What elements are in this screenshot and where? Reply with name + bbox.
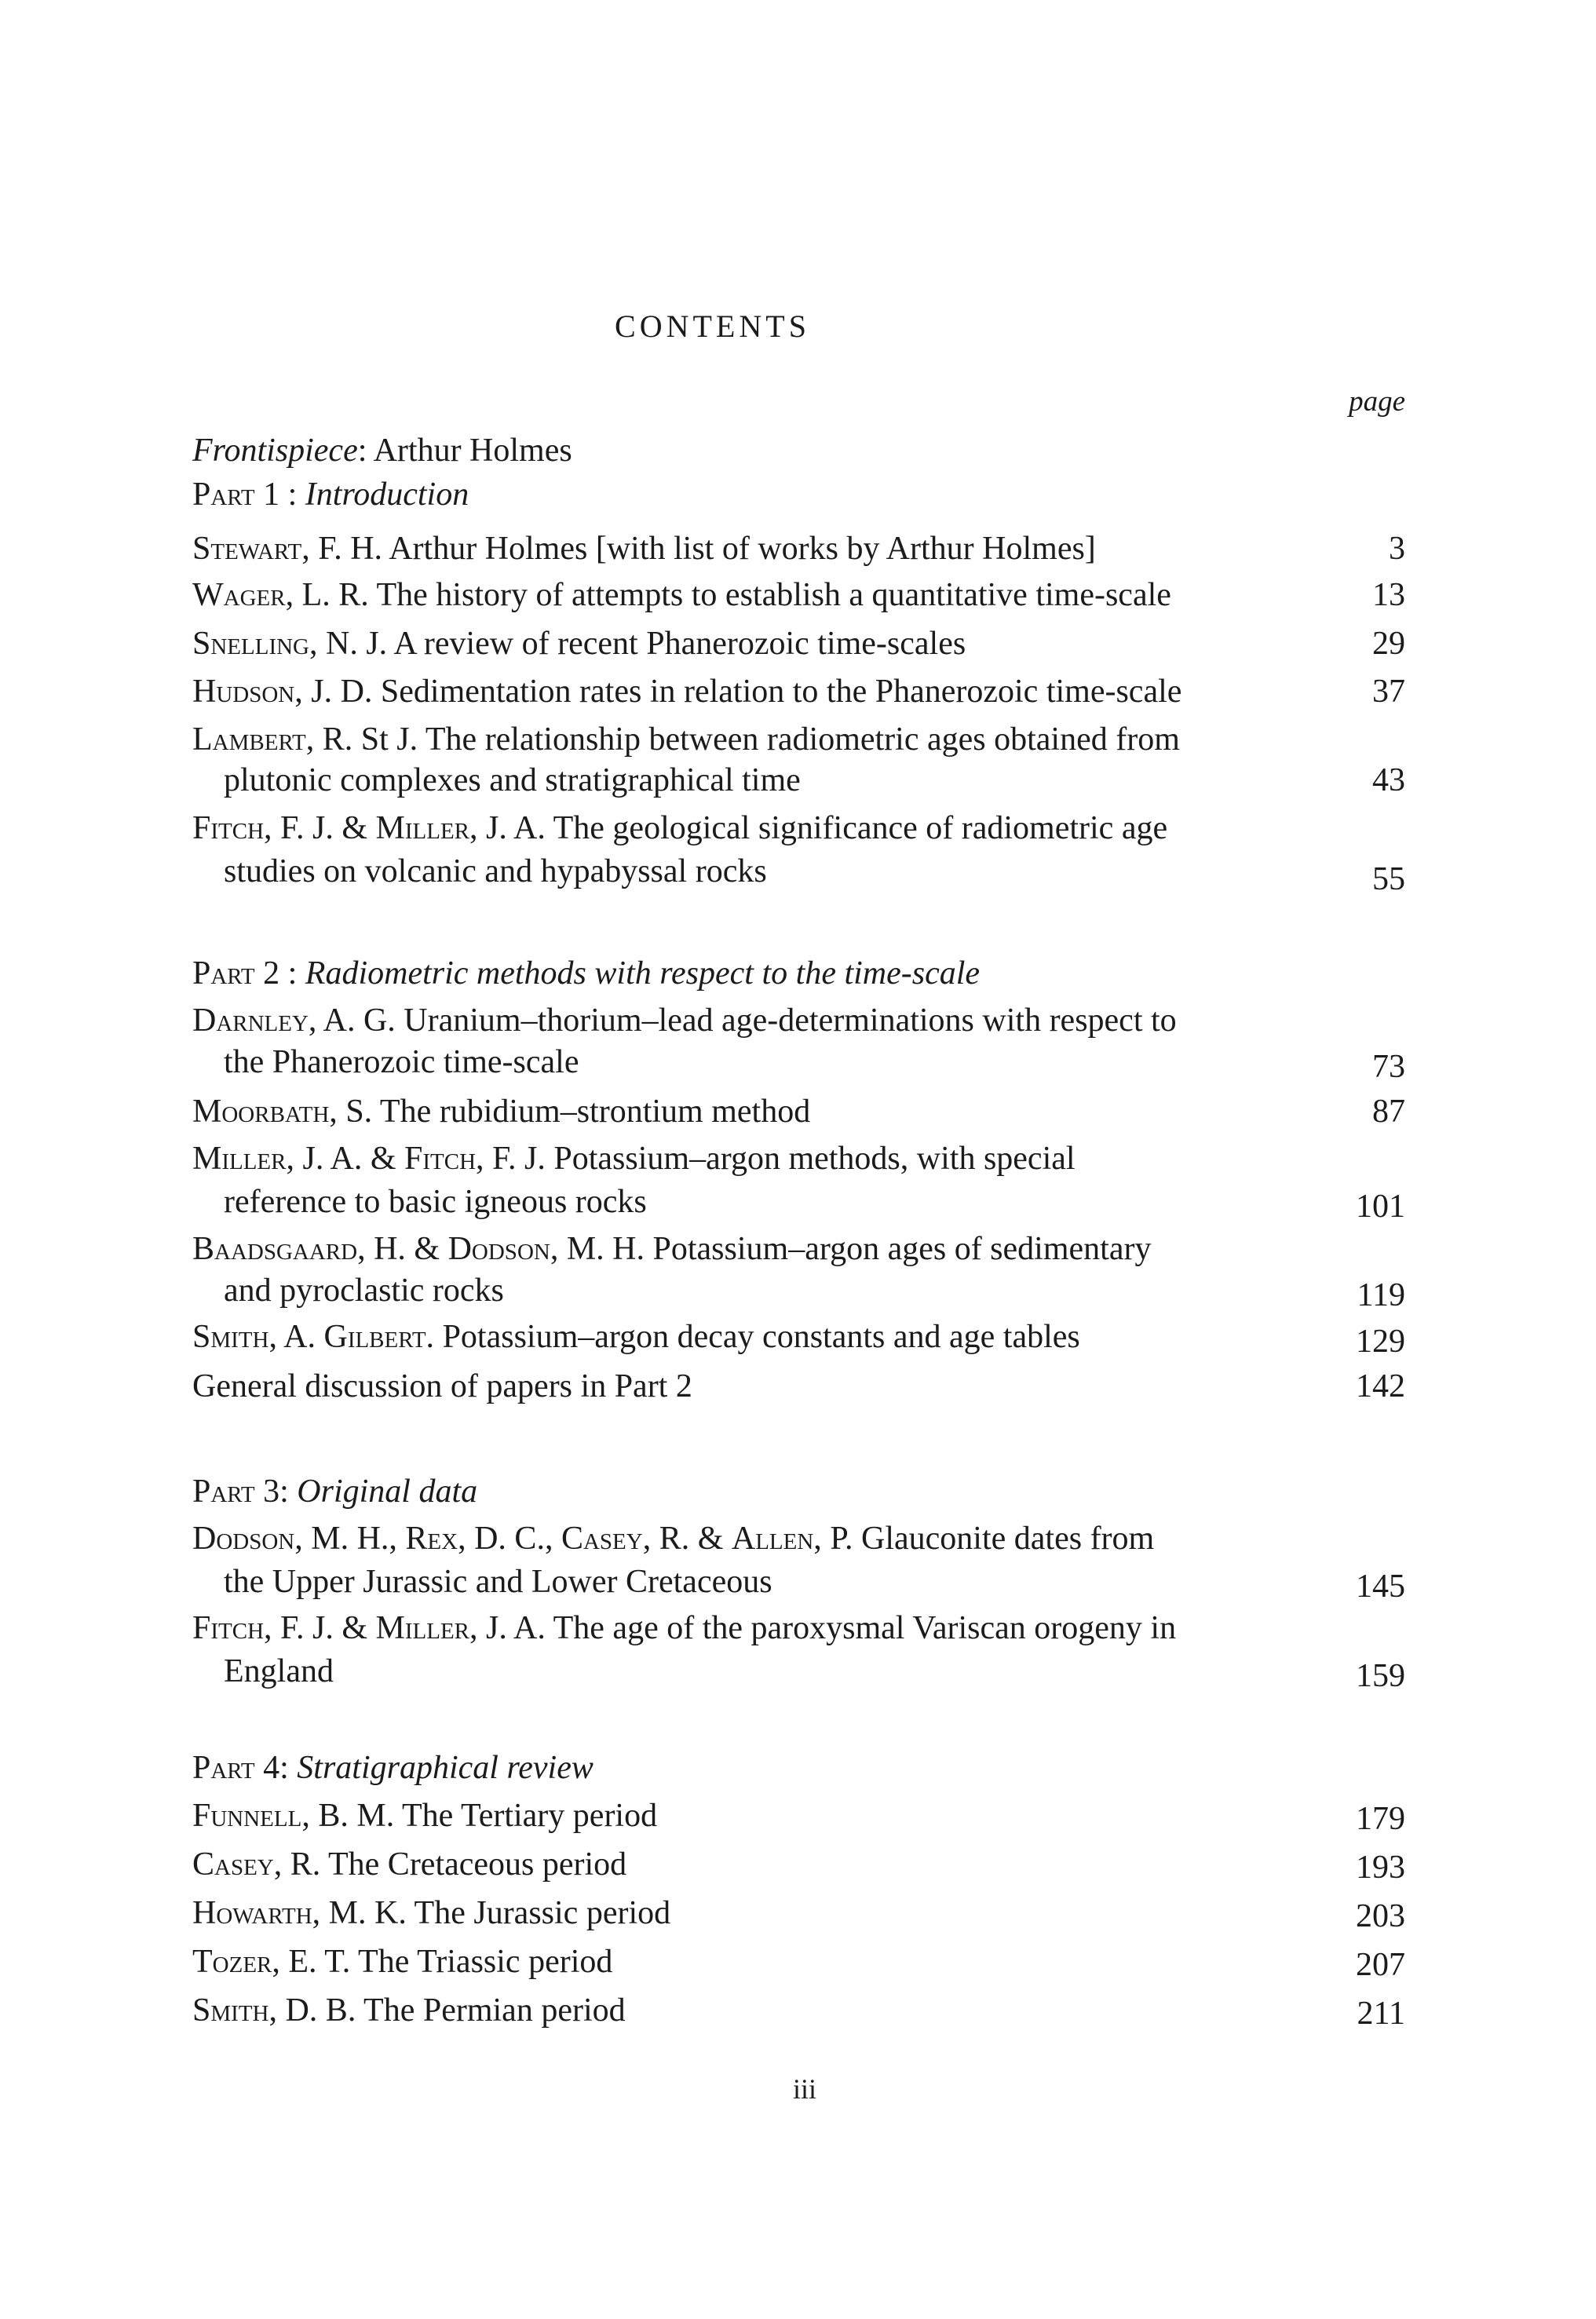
frontispiece-line xyxy=(192,429,1405,473)
entry-text: E. T. The Triassic period xyxy=(279,1944,613,1980)
toc-entry[interactable] xyxy=(192,1940,1405,1984)
entry-text: the Phanerozoic time-scale xyxy=(224,1044,579,1080)
entry-text: studies on volcanic and hypabyssal rocks xyxy=(224,853,767,889)
entry-author: Tozer, xyxy=(192,1944,280,1980)
entry-text: N. J. A review of recent Phanerozoic time-scales xyxy=(317,626,966,662)
entry-text: England xyxy=(224,1653,334,1689)
toc-entry[interactable] xyxy=(192,1988,1405,2032)
toc-entry-continuation xyxy=(224,1560,1405,1604)
entry-author: Dodson, xyxy=(192,1521,303,1557)
entry-text: A. xyxy=(276,1319,324,1355)
entry-text: reference to basic igneous rocks xyxy=(224,1184,647,1220)
entry-page: 101 xyxy=(1356,1189,1405,1225)
toc-entry-continuation xyxy=(224,758,1405,802)
entry-text: R. The Cretaceous period xyxy=(282,1846,627,1883)
entry-author: Casey, xyxy=(561,1521,652,1557)
entry-page: 129 xyxy=(1356,1324,1405,1360)
entry-author: Snelling, xyxy=(192,626,318,662)
entry-author: Fitch, xyxy=(192,1610,272,1646)
entry-text: J. A. The geological significance of radiometric age xyxy=(477,810,1168,846)
part-heading xyxy=(192,1746,1405,1790)
toc-entry-continuation xyxy=(224,1180,1405,1224)
toc-entry-continuation xyxy=(224,1649,1405,1693)
entry-page: 179 xyxy=(1356,1801,1405,1837)
entry-author: Baadsgaard, xyxy=(192,1231,366,1267)
toc-entry[interactable] xyxy=(192,1842,1405,1886)
frontispiece-sep: : xyxy=(357,433,374,469)
part-number: 2 xyxy=(263,955,280,992)
part-sep: : xyxy=(279,1750,298,1786)
toc-entry[interactable] xyxy=(192,806,1405,850)
part-sep: : xyxy=(279,955,305,992)
part-heading xyxy=(192,951,1405,995)
entry-page: 207 xyxy=(1356,1947,1405,1983)
entry-text: L. R. The history of attempts to establish a quantitative time-scale xyxy=(294,577,1171,613)
part-prefix: Part xyxy=(192,1474,255,1510)
entry-author: Moorbath, xyxy=(192,1094,338,1130)
entry-page: 142 xyxy=(1356,1368,1405,1404)
toc-entry[interactable] xyxy=(192,670,1405,714)
entry-page: 145 xyxy=(1356,1569,1405,1605)
part-title: Radiometric methods with respect to the time-scale xyxy=(305,955,981,992)
entry-text: the Upper Jurassic and Lower Cretaceous xyxy=(224,1564,772,1600)
entry-author: Lambert, xyxy=(192,721,315,758)
part-heading xyxy=(192,1470,1405,1514)
part-prefix: Part xyxy=(192,955,255,992)
entry-page: 37 xyxy=(1372,674,1405,710)
toc-entry[interactable] xyxy=(192,1227,1405,1271)
entry-text: F. J. & xyxy=(272,1610,376,1646)
entry-text: Potassium–argon decay constants and age tables xyxy=(434,1319,1080,1355)
entry-text: B. M. The Tertiary period xyxy=(309,1798,658,1834)
toc-entry[interactable] xyxy=(192,622,1405,666)
part-heading xyxy=(192,473,1405,517)
entry-text: J. D. Sedimentation rates in relation to the Phanerozoic time-scale xyxy=(302,674,1182,710)
frontispiece-text: Arthur Holmes xyxy=(373,433,572,469)
frontispiece-label: Frontispiece xyxy=(192,433,358,469)
entry-page: 159 xyxy=(1356,1658,1405,1694)
entry-author: Funnell, xyxy=(192,1798,310,1834)
toc-entry[interactable] xyxy=(192,1090,1405,1134)
entry-text: M. H. Potassium–argon ages of sedimentary xyxy=(558,1231,1152,1267)
entry-page: 193 xyxy=(1356,1850,1405,1886)
entry-page: 211 xyxy=(1357,1996,1405,2032)
entry-author: Smith, xyxy=(192,1992,277,2029)
page-column-label: page xyxy=(1349,385,1405,418)
toc-entry-continuation xyxy=(224,849,1405,897)
entry-author: Gilbert. xyxy=(323,1319,435,1355)
entry-text: A. G. Uranium–thorium–lead age-determinations with respect to xyxy=(316,1002,1177,1039)
part-sep: : xyxy=(279,1474,298,1510)
toc-entry[interactable] xyxy=(192,718,1405,761)
entry-author: Darnley, xyxy=(192,1002,317,1039)
toc-entry[interactable] xyxy=(192,1137,1405,1181)
toc-entry-continuation xyxy=(224,1269,1405,1313)
entry-page: 87 xyxy=(1372,1094,1405,1130)
entry-text: D. C., xyxy=(466,1521,561,1557)
entry-author: Miller, xyxy=(375,810,478,846)
entry-text: S. The rubidium–strontium method xyxy=(337,1094,811,1130)
entry-text: M. H., xyxy=(302,1521,406,1557)
entry-author: Smith, xyxy=(192,1319,277,1355)
toc-entry-continuation xyxy=(224,1040,1405,1084)
entry-author: Casey, xyxy=(192,1846,283,1883)
part-title: Original data xyxy=(297,1474,478,1510)
entry-author: Fitch, xyxy=(404,1141,484,1177)
entry-page: 13 xyxy=(1372,577,1405,613)
toc-entry[interactable] xyxy=(192,573,1405,617)
entry-page: 203 xyxy=(1356,1898,1405,1934)
entry-author: Hudson, xyxy=(192,674,303,710)
toc-entry[interactable] xyxy=(192,1794,1405,1838)
entry-page: 73 xyxy=(1372,1049,1405,1085)
part-sep: : xyxy=(279,477,305,513)
entry-text: J. A. The age of the paroxysmal Variscan orogeny in xyxy=(477,1610,1177,1646)
toc-entry[interactable] xyxy=(192,527,1405,571)
toc-entry[interactable] xyxy=(192,1606,1405,1650)
entry-author: Miller, xyxy=(192,1141,294,1177)
entry-author: Wager, xyxy=(192,577,294,613)
entry-author: Dodson, xyxy=(447,1231,559,1267)
entry-text: J. A. & xyxy=(294,1141,405,1177)
entry-text: and pyroclastic rocks xyxy=(224,1273,504,1309)
contents-page xyxy=(192,0,1405,2319)
entry-page: 29 xyxy=(1372,626,1405,662)
entry-text: P. Glauconite dates from xyxy=(821,1521,1155,1557)
part-prefix: Part xyxy=(192,1750,255,1786)
toc-entry[interactable] xyxy=(192,1364,1405,1408)
entry-author: Rex, xyxy=(405,1521,466,1557)
entry-text: plutonic complexes and stratigraphical time xyxy=(224,762,801,798)
entry-text: R. St J. The relationship between radiometric ages obtained from xyxy=(314,721,1180,758)
entry-text: F. H. Arthur Holmes [with list of works by Arthur Holmes] xyxy=(309,531,1096,567)
entry-page: 55 xyxy=(1372,861,1405,897)
entry-page: 43 xyxy=(1372,762,1405,798)
entry-page: 3 xyxy=(1389,531,1405,567)
part-title: Introduction xyxy=(305,477,469,513)
part-number: 1 xyxy=(263,477,280,513)
entry-author: Stewart, xyxy=(192,531,310,567)
entry-text: R. & xyxy=(651,1521,732,1557)
entry-text: General discussion of papers in Part 2 xyxy=(192,1368,692,1404)
page-title: CONTENTS xyxy=(615,309,810,344)
toc-entry[interactable] xyxy=(192,1315,1405,1359)
toc-entry[interactable] xyxy=(192,999,1405,1043)
part-number: 3 xyxy=(263,1474,280,1510)
part-title: Stratigraphical review xyxy=(297,1750,593,1786)
part-prefix: Part xyxy=(192,477,255,513)
entry-author: Miller, xyxy=(375,1610,478,1646)
entry-text: F. J. & xyxy=(272,810,376,846)
entry-text: D. B. The Permian period xyxy=(276,1992,626,2029)
entry-author: Howarth, xyxy=(192,1895,321,1931)
entry-text: F. J. Potassium–argon methods, with special xyxy=(484,1141,1076,1177)
entry-page: 119 xyxy=(1357,1277,1405,1313)
entry-text: M. K. The Jurassic period xyxy=(320,1895,671,1931)
toc-entry[interactable] xyxy=(192,1891,1405,1935)
entry-text: H. & xyxy=(365,1231,448,1267)
part-number: 4 xyxy=(263,1750,280,1786)
entry-author: Fitch, xyxy=(192,810,272,846)
entry-author: Allen, xyxy=(731,1521,822,1557)
page-number: iii xyxy=(792,2073,816,2105)
toc-entry[interactable] xyxy=(192,1517,1405,1561)
